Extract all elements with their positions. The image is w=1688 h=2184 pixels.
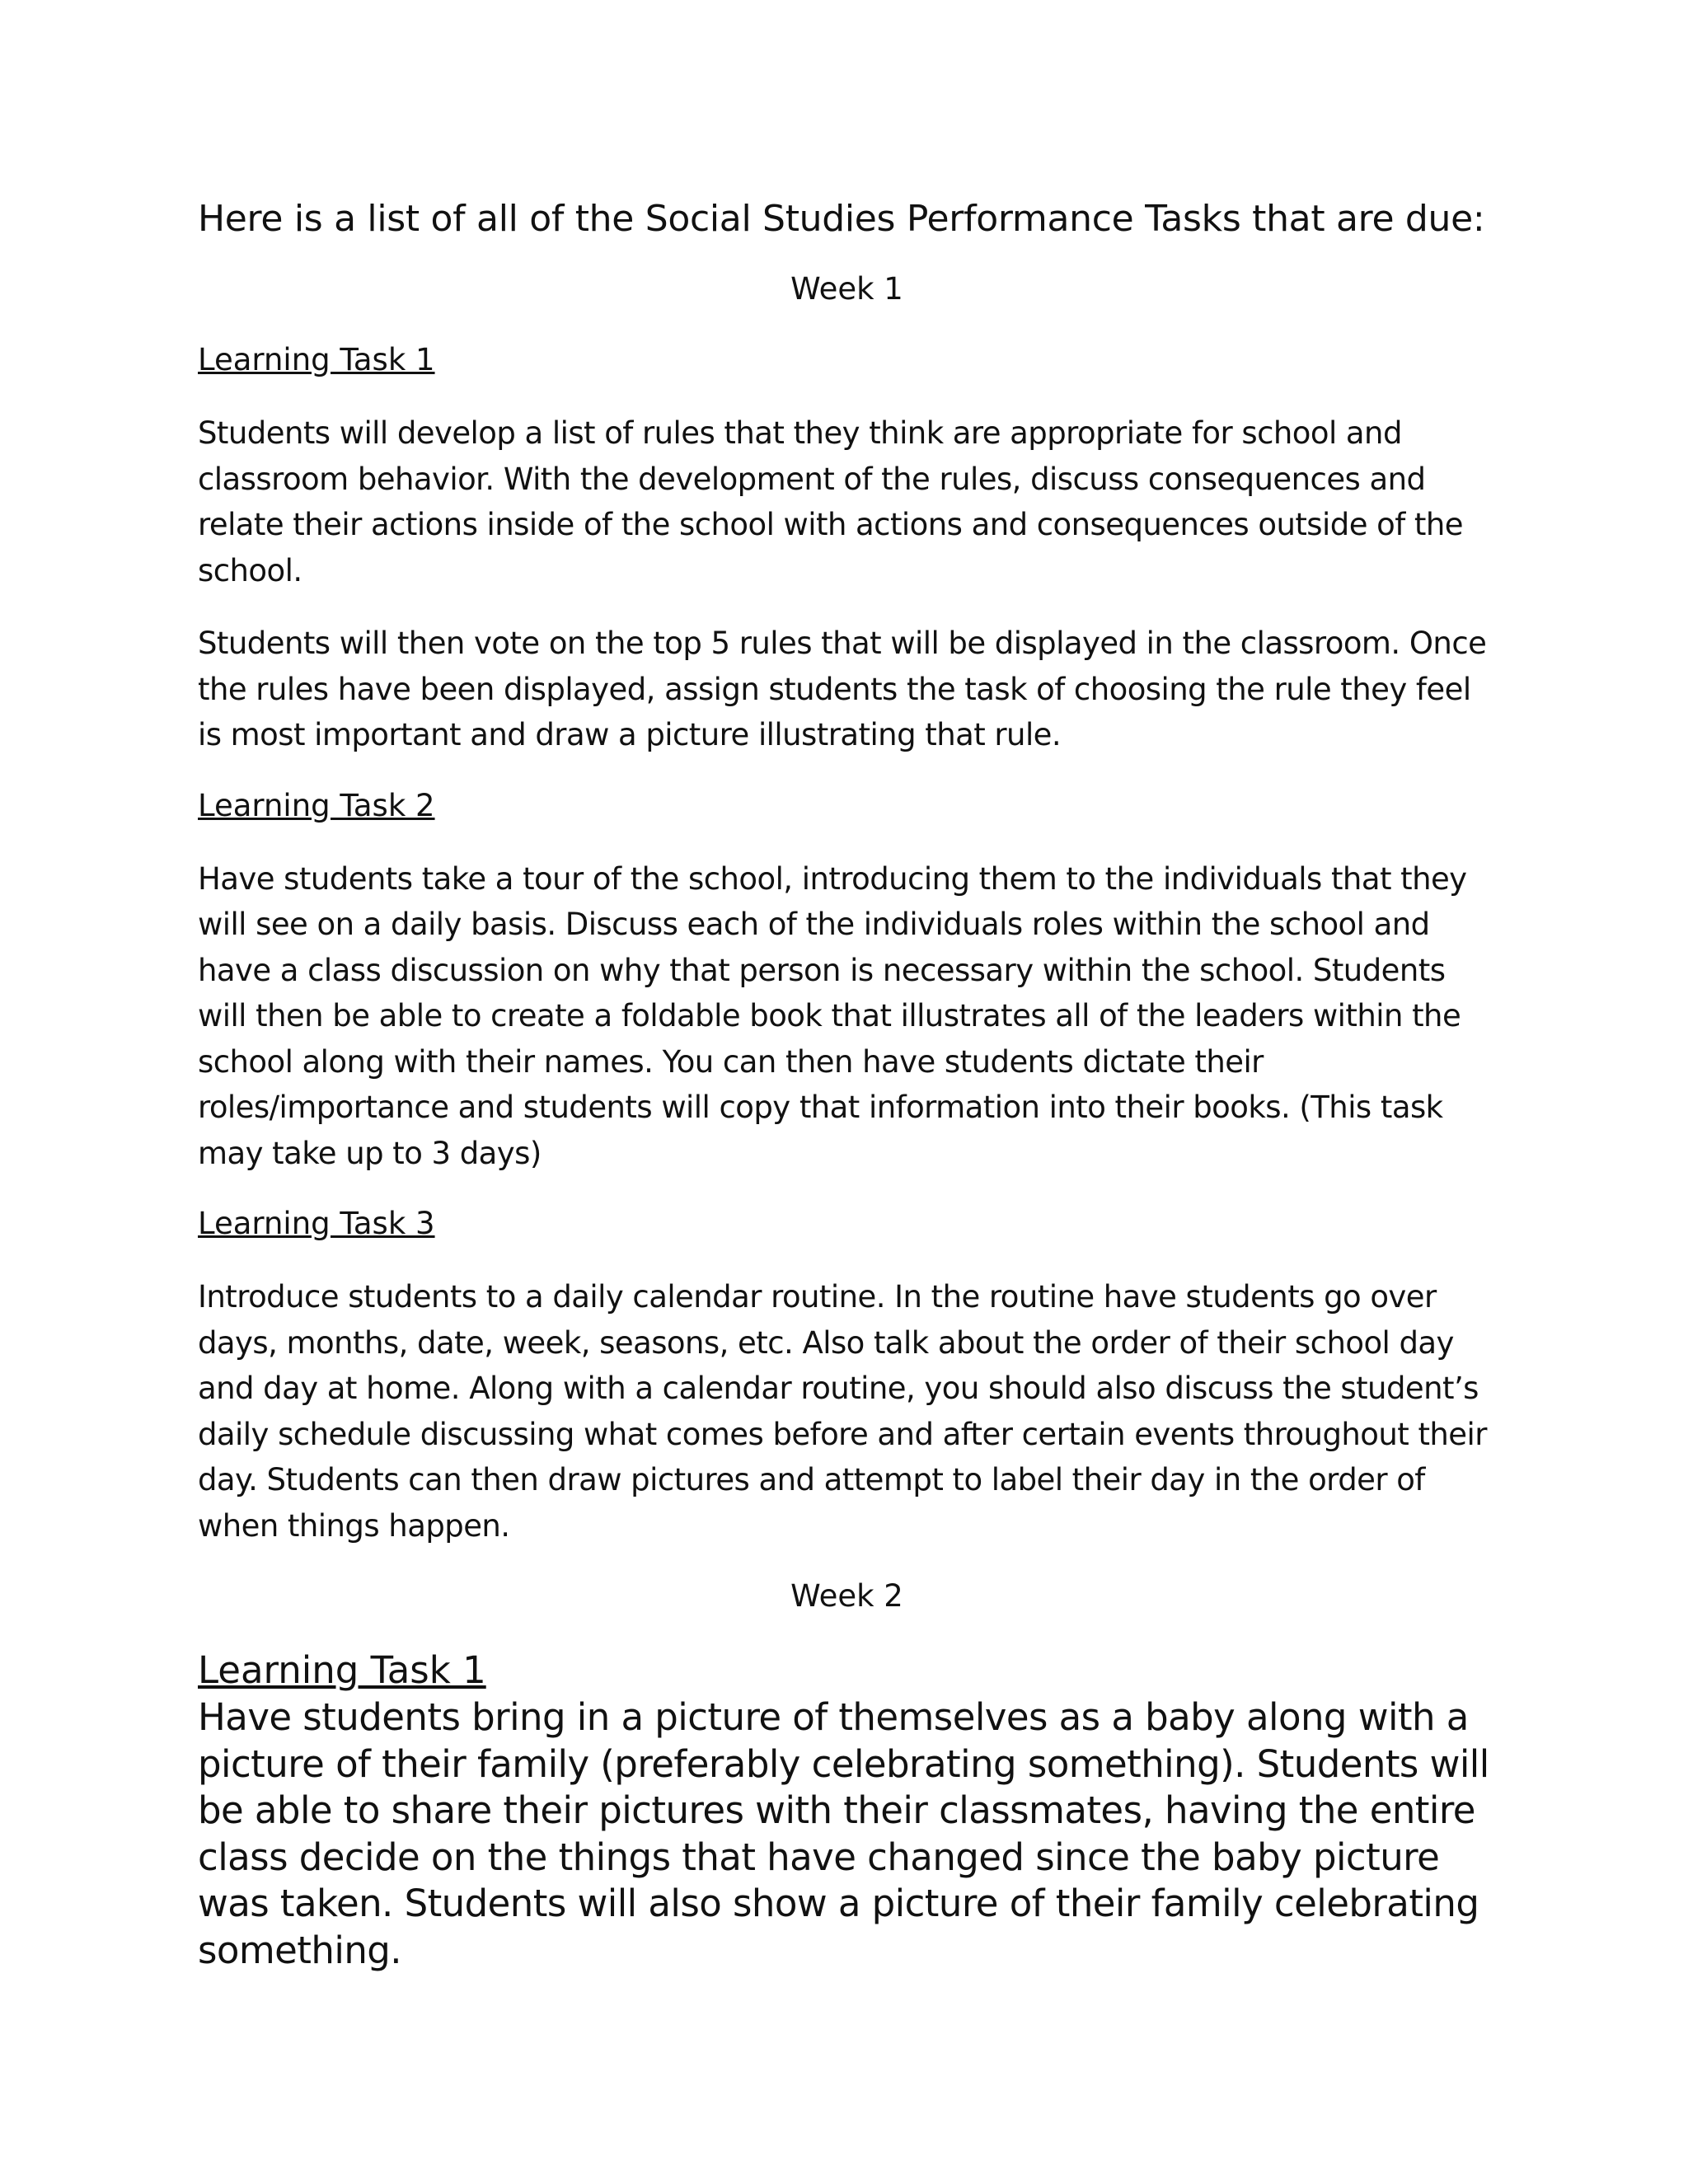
week-1-task-3-paragraph-1: Introduce students to a daily calendar routine. In the routine have students go over days, months, date, week, seasons, etc. Also talk about the order of their school day and day at home. Along with a calendar routine, you should also discuss the student’s daily schedule discussing what comes before and after certain events throughout their day. Students can then draw pictures and attempt to label their day in the order of when things happen. <box>198 1279 1487 1544</box>
document-page <box>198 194 1496 1974</box>
week-2-task-1-paragraph-1: Have students bring in a picture of themselves as a baby along with a picture of their family (preferably celebrating something). Students will be able to share their pictures with their classmates, having the entire class decide on the things that have changed since the baby picture was taken. Students will also show a picture of their family celebrating something. <box>198 1695 1489 1972</box>
week-1-task-1-title: Learning Task 1 <box>198 342 435 377</box>
page-heading: Here is a list of all of the Social Studies Performance Tasks that are due: <box>198 198 1485 240</box>
week-1-task-2-title: Learning Task 2 <box>198 787 435 823</box>
week-1-task-2-paragraph-1: Have students take a tour of the school, introducing them to the individuals that they will see on a daily basis. Discuss each of the individuals roles within the school and have a class discussion on why that person is necessary within the school. Students will then be able to create a foldable book that illustrates all of the leaders within the school along with their names. You can then have students dictate their roles/importance and students will copy that information into their books. (This task may take up to 3 days) <box>198 860 1467 1171</box>
week-2-label: Week 2 <box>790 1578 903 1614</box>
week-2-task-1-title: Learning Task 1 <box>198 1648 486 1692</box>
week-1-task-1-paragraph-1: Students will develop a list of rules that they think are appropriate for school and classroom behavior. With the development of the rules, discuss consequences and relate their actions inside of the school with actions and consequences outside of the school. <box>198 415 1463 588</box>
week-1-label: Week 1 <box>790 271 903 307</box>
week-1-task-1-paragraph-2: Students will then vote on the top 5 rules that will be displayed in the classroom. Once the rules have been displayed, assign students the task of choosing the rule they feel is most important and draw a picture illustrating that rule. <box>198 626 1487 752</box>
week-1-task-3-title: Learning Task 3 <box>198 1206 435 1241</box>
